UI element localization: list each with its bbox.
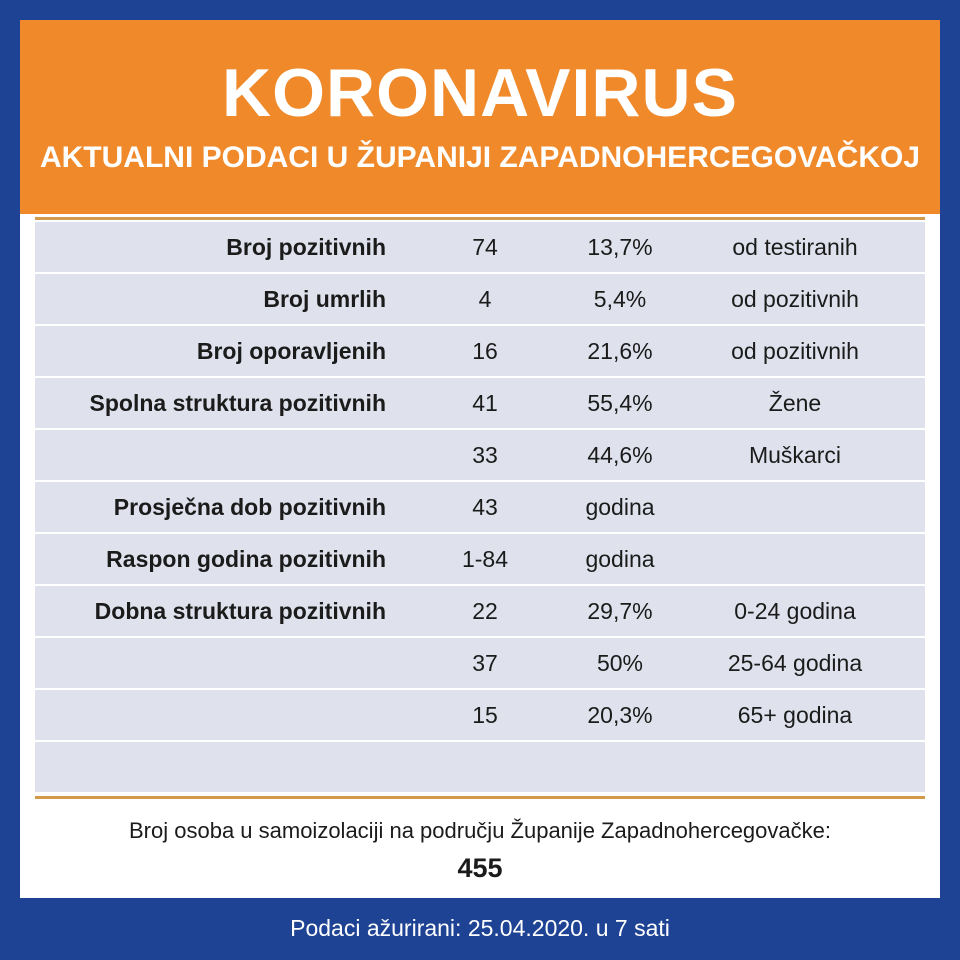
info-card (20, 20, 940, 898)
stats-table (35, 222, 925, 794)
row-count: 74 (472, 234, 498, 260)
row-count: 33 (472, 442, 498, 468)
table-row (35, 378, 925, 428)
row-note: 25-64 godina (727, 650, 863, 676)
table-row (35, 690, 925, 740)
table-row (35, 534, 925, 584)
row-note: 65+ godina (737, 702, 853, 728)
row-percent: 29,7% (587, 598, 653, 624)
row-note: Muškarci (748, 442, 841, 468)
table-row (35, 222, 925, 272)
row-count: 41 (472, 390, 498, 416)
row-note: Žene (768, 390, 822, 416)
row-label: Broj oporavljenih (196, 338, 386, 364)
page-subtitle: AKTUALNI PODACI U ŽUPANIJI ZAPADNOHERCEGOVAČKOJ (39, 141, 921, 174)
row-note: od testiranih (732, 234, 858, 260)
row-count: 1-84 (461, 546, 509, 572)
row-label: Dobna struktura pozitivnih (94, 598, 386, 624)
header-banner (20, 20, 940, 214)
row-percent: godina (585, 494, 655, 520)
row-percent: 50% (596, 650, 644, 676)
row-label: Broj pozitivnih (226, 234, 386, 260)
row-label: Spolna struktura pozitivnih (89, 390, 386, 416)
row-percent: godina (585, 546, 655, 572)
row-label: Raspon godina pozitivnih (106, 546, 386, 572)
row-count: 43 (472, 494, 498, 520)
self-isolation-note: Broj osoba u samoizolaciji na području Županije Zapadnohercegovačke: (129, 818, 831, 843)
row-percent: 13,7% (587, 234, 653, 260)
row-percent: 5,4% (593, 286, 647, 312)
row-label: Broj umrlih (263, 286, 386, 312)
table-bottom-divider (35, 796, 925, 799)
row-percent: 44,6% (587, 442, 653, 468)
page-title: KORONAVIRUS (222, 55, 738, 131)
updated-timestamp: Podaci ažurirani: 25.04.2020. u 7 sati (290, 915, 670, 941)
table-row (35, 274, 925, 324)
row-count: 15 (472, 702, 498, 728)
table-row-empty (35, 742, 925, 792)
row-count: 22 (472, 598, 498, 624)
table-top-divider (35, 217, 925, 220)
row-note: od pozitivnih (731, 286, 859, 312)
row-label: Prosječna dob pozitivnih (113, 494, 386, 520)
row-percent: 20,3% (587, 702, 653, 728)
self-isolation-count: 455 (457, 853, 503, 883)
row-note: od pozitivnih (731, 338, 859, 364)
table-row (35, 430, 925, 480)
row-count: 37 (472, 650, 498, 676)
row-note: 0-24 godina (734, 598, 856, 624)
row-percent: 55,4% (587, 390, 653, 416)
row-count: 4 (478, 286, 492, 312)
table-row (35, 326, 925, 376)
row-percent: 21,6% (587, 338, 653, 364)
table-row (35, 638, 925, 688)
table-row (35, 586, 925, 636)
row-count: 16 (472, 338, 498, 364)
table-row (35, 482, 925, 532)
